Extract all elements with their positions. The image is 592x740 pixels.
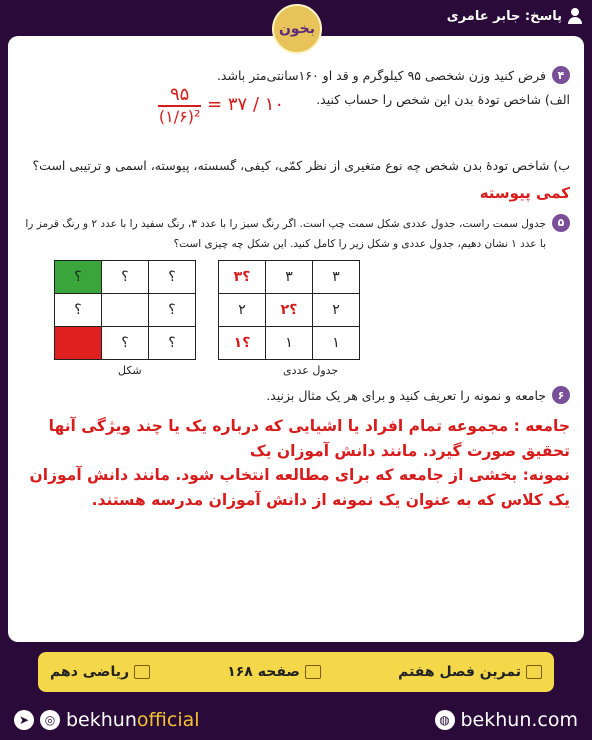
student-icon <box>526 665 542 679</box>
telegram-icon: ➤ <box>14 710 34 730</box>
part-b: ب) شاخص تودهٔ بدن شخص چه نوع متغیری از نظر کمّی، کیفی، گسسته، پیوسته، اسمی و ترتیبی است؟ <box>32 158 570 173</box>
numeric-table <box>218 260 360 360</box>
answerer-label <box>447 8 582 24</box>
cell: ۲ <box>219 294 266 327</box>
bmi-formula <box>158 84 284 126</box>
page-text: صفحه ۱۶۸ <box>227 664 300 680</box>
red-cell <box>55 327 102 360</box>
cell: ؟ <box>55 294 102 327</box>
footer-banner <box>38 652 554 692</box>
question-text: فرض کنید وزن شخصی ۹۵ کیلوگرم و قد او ۱۶۰سانتی‌متر باشد. <box>216 67 546 83</box>
answer-6 <box>22 414 570 512</box>
social-handle[interactable] <box>14 709 200 731</box>
part-a: الف) شاخص تودهٔ بدن این شخص را حساب کنید. <box>316 92 570 107</box>
social-part2: official <box>136 709 200 731</box>
answerer-text: پاسخ: جابر عامری <box>446 8 562 24</box>
shape-caption: شکل <box>118 364 142 377</box>
cell: ۱ <box>266 327 313 360</box>
shape-table <box>54 260 196 360</box>
logo-text: بخون <box>278 21 316 37</box>
numerator: ۹۵ <box>158 84 201 107</box>
cell: ؟ <box>149 294 196 327</box>
question-6 <box>266 386 570 404</box>
globe-icon: ◍ <box>435 710 455 730</box>
question-text: جامعه و نمونه را تعریف کنید و برای هر یک مثال بزنید. <box>266 387 546 403</box>
question-4 <box>217 66 570 84</box>
question-number: ۴ <box>552 66 570 84</box>
denominator: (۱/۶)² <box>158 107 201 126</box>
bekhun-logo <box>272 4 322 54</box>
cell: ۲ <box>313 294 360 327</box>
answer-line: جامعه : مجموعه تمام افراد یا اشیایی که درباره یک یا چند ویژگی آنها تحقیق صورت گیرد. مانند دانش آموزان یک <box>48 417 570 460</box>
cell: ۱؟ <box>219 327 266 360</box>
cell: ؟ <box>149 261 196 294</box>
website-text: bekhun.com <box>460 709 578 731</box>
cell: ؟ <box>102 261 149 294</box>
cell: ۳ <box>266 261 313 294</box>
website[interactable] <box>435 709 579 731</box>
cell: ۲؟ <box>266 294 313 327</box>
footer-subject <box>50 664 150 680</box>
graduation-cap-icon <box>134 665 150 679</box>
green-cell: ؟ <box>55 261 102 294</box>
cell: ۱ <box>313 327 360 360</box>
cell <box>102 294 149 327</box>
footer-exercise <box>398 664 542 680</box>
book-icon <box>305 665 321 679</box>
question-number: ۶ <box>552 386 570 404</box>
question-5 <box>22 214 570 254</box>
answer-b: کمی پیوسته <box>479 184 570 202</box>
cell: ؟ <box>102 327 149 360</box>
question-text: جدول سمت راست، جدول عددی شکل سمت چپ است. اگر رنگ سبز را با عدد ۳، رنگ سفید را با عدد ۲ و رنگ قرمز را با عدد ۱ نشان دهیم، جدول عددی و شکل زیر را کامل کنید. این شکل چه چیزی است؟ <box>25 218 546 250</box>
answer-card <box>8 36 584 642</box>
cell: ۳؟ <box>219 261 266 294</box>
result: = ۳۷ / ۱۰ <box>207 94 285 115</box>
exercise-text: تمرین فصل هفتم <box>398 664 521 680</box>
instagram-icon: ◎ <box>40 710 60 730</box>
person-icon <box>568 8 582 24</box>
footer-page <box>227 664 321 680</box>
cell: ۳ <box>313 261 360 294</box>
answer-line: نمونه: بخشی از جامعه که برای مطالعه انتخاب شود. مانند دانش آموزان یک کلاس که به عنوان یک نمونه از دانش آموزان مدرسه هستند. <box>29 466 570 509</box>
social-text <box>66 709 200 731</box>
numeric-caption: جدول عددی <box>283 364 339 377</box>
bottom-bar <box>0 700 592 740</box>
social-part1: bekhun <box>66 709 137 731</box>
cell: ؟ <box>149 327 196 360</box>
subject-text: ریاضی دهم <box>50 664 130 680</box>
question-number: ۵ <box>552 214 570 232</box>
